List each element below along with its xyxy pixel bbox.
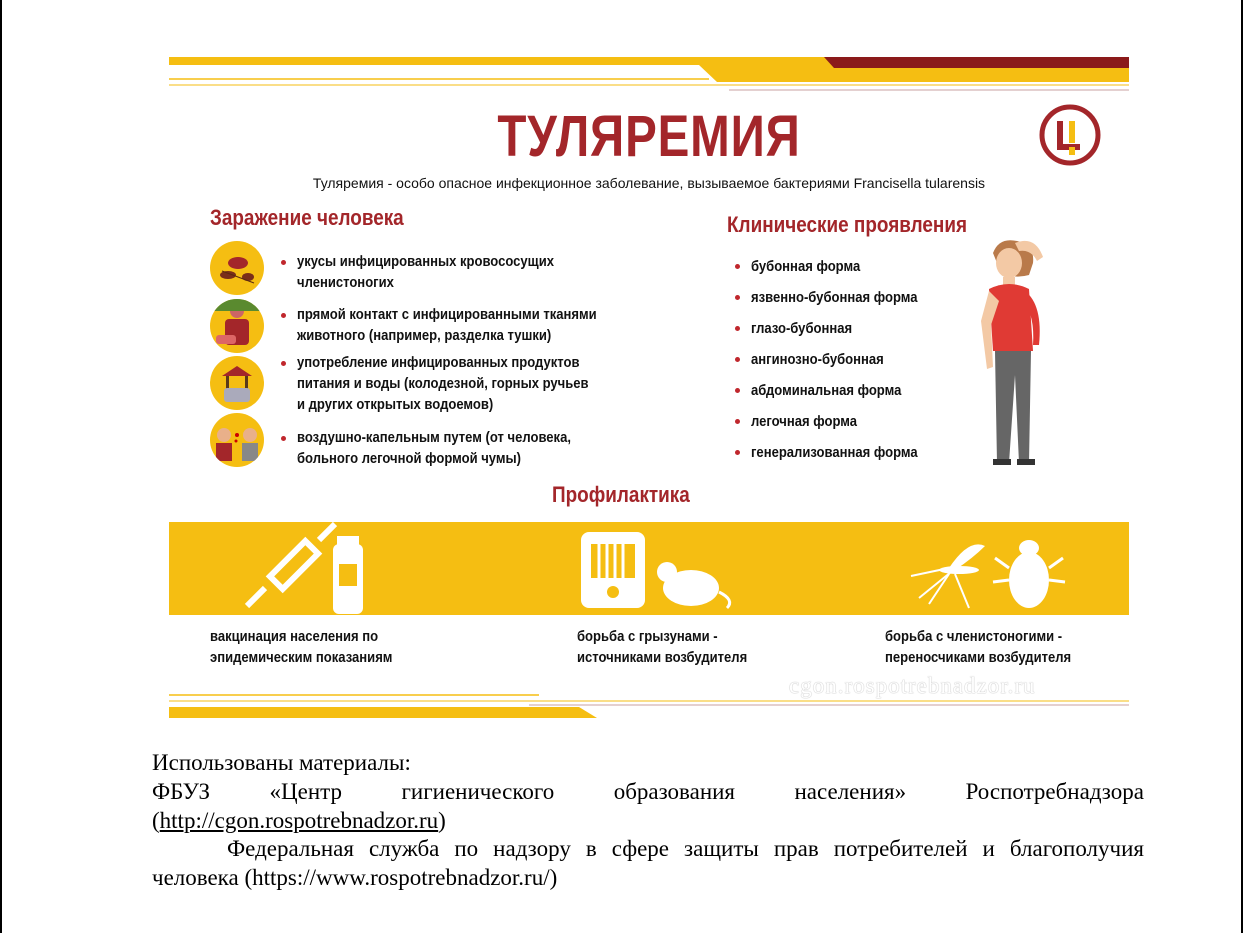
infection-item-3: употребление инфицированных продуктов питания и воды (колодезной, горных ручьев и других открытых водоемов)	[297, 355, 589, 413]
bullet-dot	[281, 313, 286, 318]
syringe-vaccine-icon	[239, 522, 369, 615]
infection-heading: Заражение человека	[210, 205, 404, 230]
clinical-item-7: генерализованная форма	[751, 445, 918, 461]
page-title: ТУЛЯРЕМИЯ	[497, 104, 801, 169]
bullet-dot	[735, 295, 740, 300]
droplet-infection-icon	[210, 413, 264, 467]
infection-item-4: воздушно-капельным путем (от человека, больного легочной формой чумы)	[297, 430, 571, 467]
bullet-dot	[735, 264, 740, 269]
butcher-icon	[210, 299, 264, 353]
clinical-item-1: бубонная форма	[751, 259, 861, 275]
infection-item-1: укусы инфицированных кровососущих членистоногих	[297, 254, 554, 291]
bullet-dot	[735, 357, 740, 362]
clinical-item-6: легочная форма	[751, 414, 858, 430]
clinical-heading: Клинические проявления	[727, 212, 968, 237]
cgon-logo-icon	[1038, 103, 1102, 167]
clinical-item-2: язвенно-бубонная форма	[751, 290, 918, 306]
clinical-item-4: ангинозно-бубонная	[751, 352, 884, 368]
tularemia-poster	[169, 55, 1129, 720]
well-icon	[210, 356, 264, 410]
prevention-band	[169, 522, 1129, 615]
top-stripes	[169, 55, 1129, 95]
bullet-dot	[281, 436, 286, 441]
bullet-dot	[281, 260, 286, 265]
tick-icon	[210, 241, 264, 295]
prevention-item-2: борьба с грызунами - источниками возбудителя	[577, 629, 748, 666]
clinical-item-3: глазо-бубонная	[751, 321, 853, 337]
bullet-dot	[735, 450, 740, 455]
org-line: ФБУЗ «Центр гигиенического образования населения» Роспотребнадзора	[152, 779, 1144, 804]
subtitle: Туляремия - особо опасное инфекционное заболевание, вызываемое бактериями Francisella tularensis	[312, 175, 986, 191]
sick-person-icon	[977, 235, 1067, 467]
bottom-stripes	[169, 687, 1129, 720]
prevention-item-1: вакцинация населения по эпидемическим показаниям	[210, 629, 393, 666]
bullet-dot	[735, 388, 740, 393]
sources-label: Использованы материалы:	[152, 750, 411, 775]
rodent-trap-icon	[579, 530, 739, 610]
federal-line-2: человека (https://www.rospotrebnadzor.ru/)	[152, 865, 558, 890]
prevention-heading: Профилактика	[552, 482, 690, 507]
org-link-line: (http://cgon.rospotrebnadzor.ru)	[152, 808, 446, 833]
clinical-item-5: абдоминальная форма	[751, 383, 902, 399]
infection-item-2: прямой контакт с инфицированными тканями животного (например, разделка тушки)	[297, 307, 597, 344]
cgon-link[interactable]: http://cgon.rospotrebnadzor.ru	[159, 808, 439, 833]
prevention-item-3: борьба с членистоногими - переносчиками возбудителя	[885, 629, 1072, 666]
federal-line-1: Федеральная служба по надзору в сфере защиты прав потребителей и благополучия	[227, 836, 1144, 861]
bullet-dot	[735, 419, 740, 424]
bullet-dot	[735, 326, 740, 331]
mosquito-louse-icon	[909, 528, 1069, 612]
bullet-dot	[281, 361, 286, 366]
watermark: cgon.rospotrebnadzor.ru	[789, 673, 1036, 698]
